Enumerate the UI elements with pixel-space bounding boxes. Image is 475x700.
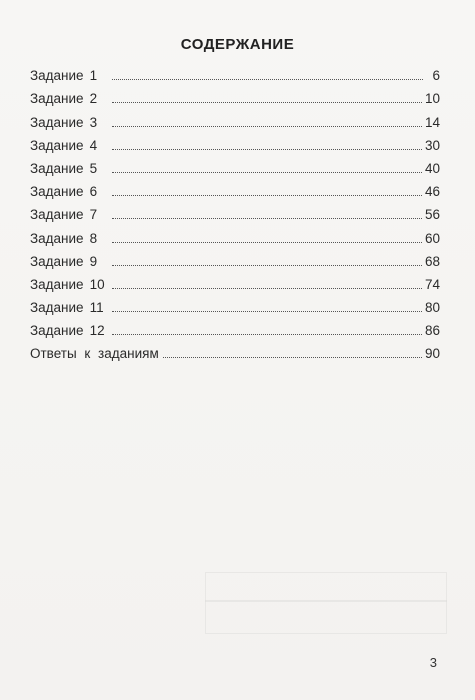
toc-entry [30, 316, 440, 339]
dot-leader [163, 356, 422, 358]
toc-entry-title: Задание [30, 323, 84, 339]
page-title: СОДЕРЖАНИЕ [180, 36, 295, 53]
toc-entry-number: 9 [89, 253, 98, 269]
toc-entry-label [30, 323, 108, 339]
dot-leader [112, 287, 422, 289]
toc-entry-number: 4 [89, 137, 98, 153]
dot-leader [112, 171, 422, 173]
toc-entry [30, 154, 440, 177]
toc-entry-label [30, 231, 108, 247]
toc-entry-page: 90 [424, 346, 440, 362]
toc-entry-number: 3 [89, 114, 98, 130]
toc-entry-label [30, 207, 108, 223]
toc-entry-page: 80 [424, 300, 440, 316]
toc-entry-page: 68 [424, 253, 440, 269]
toc-entry-title: Задание [30, 114, 84, 130]
toc-entry-page: 46 [424, 184, 440, 200]
toc-entry [30, 339, 440, 362]
dot-leader [112, 217, 422, 219]
toc-entry [30, 107, 440, 130]
toc-entry-title: Задание [30, 253, 84, 269]
toc-entry [30, 270, 440, 293]
toc-entry-title: Ответы к заданиям [30, 346, 159, 362]
toc-entry [30, 177, 440, 200]
toc-entry-page: 40 [424, 160, 440, 176]
toc-entry [30, 247, 440, 270]
toc-entry-number: 6 [89, 184, 98, 200]
toc-entry-page: 30 [424, 137, 440, 153]
toc-entry-page: 60 [424, 230, 440, 246]
table-of-contents [30, 61, 440, 362]
toc-entry-page: 56 [424, 207, 440, 223]
toc-entry-title: Задание [30, 276, 84, 292]
toc-entry-number: 10 [89, 276, 105, 292]
dot-leader [112, 101, 422, 103]
toc-entry-number: 8 [89, 230, 98, 246]
toc-entry-title: Задание [30, 184, 84, 200]
dot-leader [112, 78, 423, 80]
toc-entry-page: 14 [424, 114, 440, 130]
show-through-table-line [205, 600, 447, 602]
toc-entry-label [30, 277, 108, 293]
toc-entry-label [30, 138, 108, 154]
toc-entry-title: Задание [30, 207, 84, 223]
toc-entry-page: 10 [424, 91, 440, 107]
toc-entry-label [30, 91, 108, 107]
toc-entry-number: 7 [89, 207, 98, 223]
toc-entry-number: 1 [89, 68, 98, 84]
toc-entry-label [30, 346, 159, 362]
show-through-table [205, 572, 447, 634]
toc-entry-label [30, 115, 108, 131]
toc-entry-title: Задание [30, 230, 84, 246]
toc-entry-title: Задание [30, 68, 84, 84]
toc-entry [30, 200, 440, 223]
toc-entry-title: Задание [30, 300, 84, 316]
toc-entry-page: 86 [424, 323, 440, 339]
dot-leader [112, 241, 422, 243]
toc-entry-label [30, 184, 108, 200]
toc-entry [30, 293, 440, 316]
dot-leader [112, 125, 422, 127]
toc-entry-label [30, 300, 108, 316]
toc-entry-page: 6 [432, 68, 440, 84]
dot-leader [112, 264, 422, 266]
toc-entry-page: 74 [424, 276, 440, 292]
dot-leader [112, 148, 422, 150]
toc-entry [30, 131, 440, 154]
toc-entry-label [30, 254, 108, 270]
toc-entry-title: Задание [30, 137, 84, 153]
page-number: 3 [429, 655, 437, 670]
toc-entry [30, 84, 440, 107]
toc-entry [30, 61, 440, 84]
toc-entry-number: 11 [89, 300, 104, 316]
toc-entry-number: 5 [89, 160, 98, 176]
toc-entry [30, 223, 440, 246]
toc-entry-number: 2 [89, 91, 98, 107]
toc-entry-label [30, 161, 108, 177]
toc-entry-label [30, 68, 108, 84]
toc-entry-title: Задание [30, 160, 84, 176]
dot-leader [112, 194, 422, 196]
dot-leader [112, 333, 422, 335]
toc-entry-title: Задание [30, 91, 84, 107]
toc-entry-number: 12 [89, 323, 105, 339]
dot-leader [112, 310, 422, 312]
